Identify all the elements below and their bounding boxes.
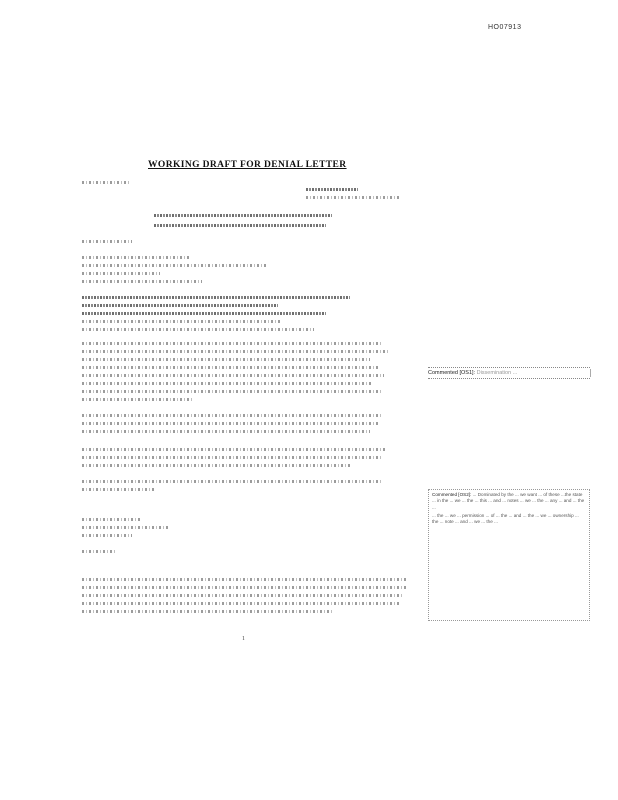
comment-label: Commented [OS2]: xyxy=(432,492,472,497)
comment-text: ... the ... we ... permission ... of ... the ... and ... the ... we ... ownership ... the ... note ... and ... we ... the ... xyxy=(432,512,579,525)
comment-balloon-os2[interactable] xyxy=(428,489,590,621)
comment-label: Commented [OS1]: xyxy=(428,370,476,376)
comment-text: ... Dominated by the ... we want ... of these ...the state ... in the ... we ... the ... this ... and ... notes ... we ... the ... any ... and ... the ... xyxy=(432,492,585,510)
document-title: WORKING DRAFT FOR DENIAL LETTER xyxy=(148,160,347,170)
comment-connector xyxy=(590,369,591,377)
page-marker: 1 xyxy=(242,636,245,642)
comment-text: Dissemination ... xyxy=(476,370,518,376)
bates-number: HO07913 xyxy=(488,24,522,31)
comment-balloon-os1[interactable] xyxy=(428,367,590,379)
